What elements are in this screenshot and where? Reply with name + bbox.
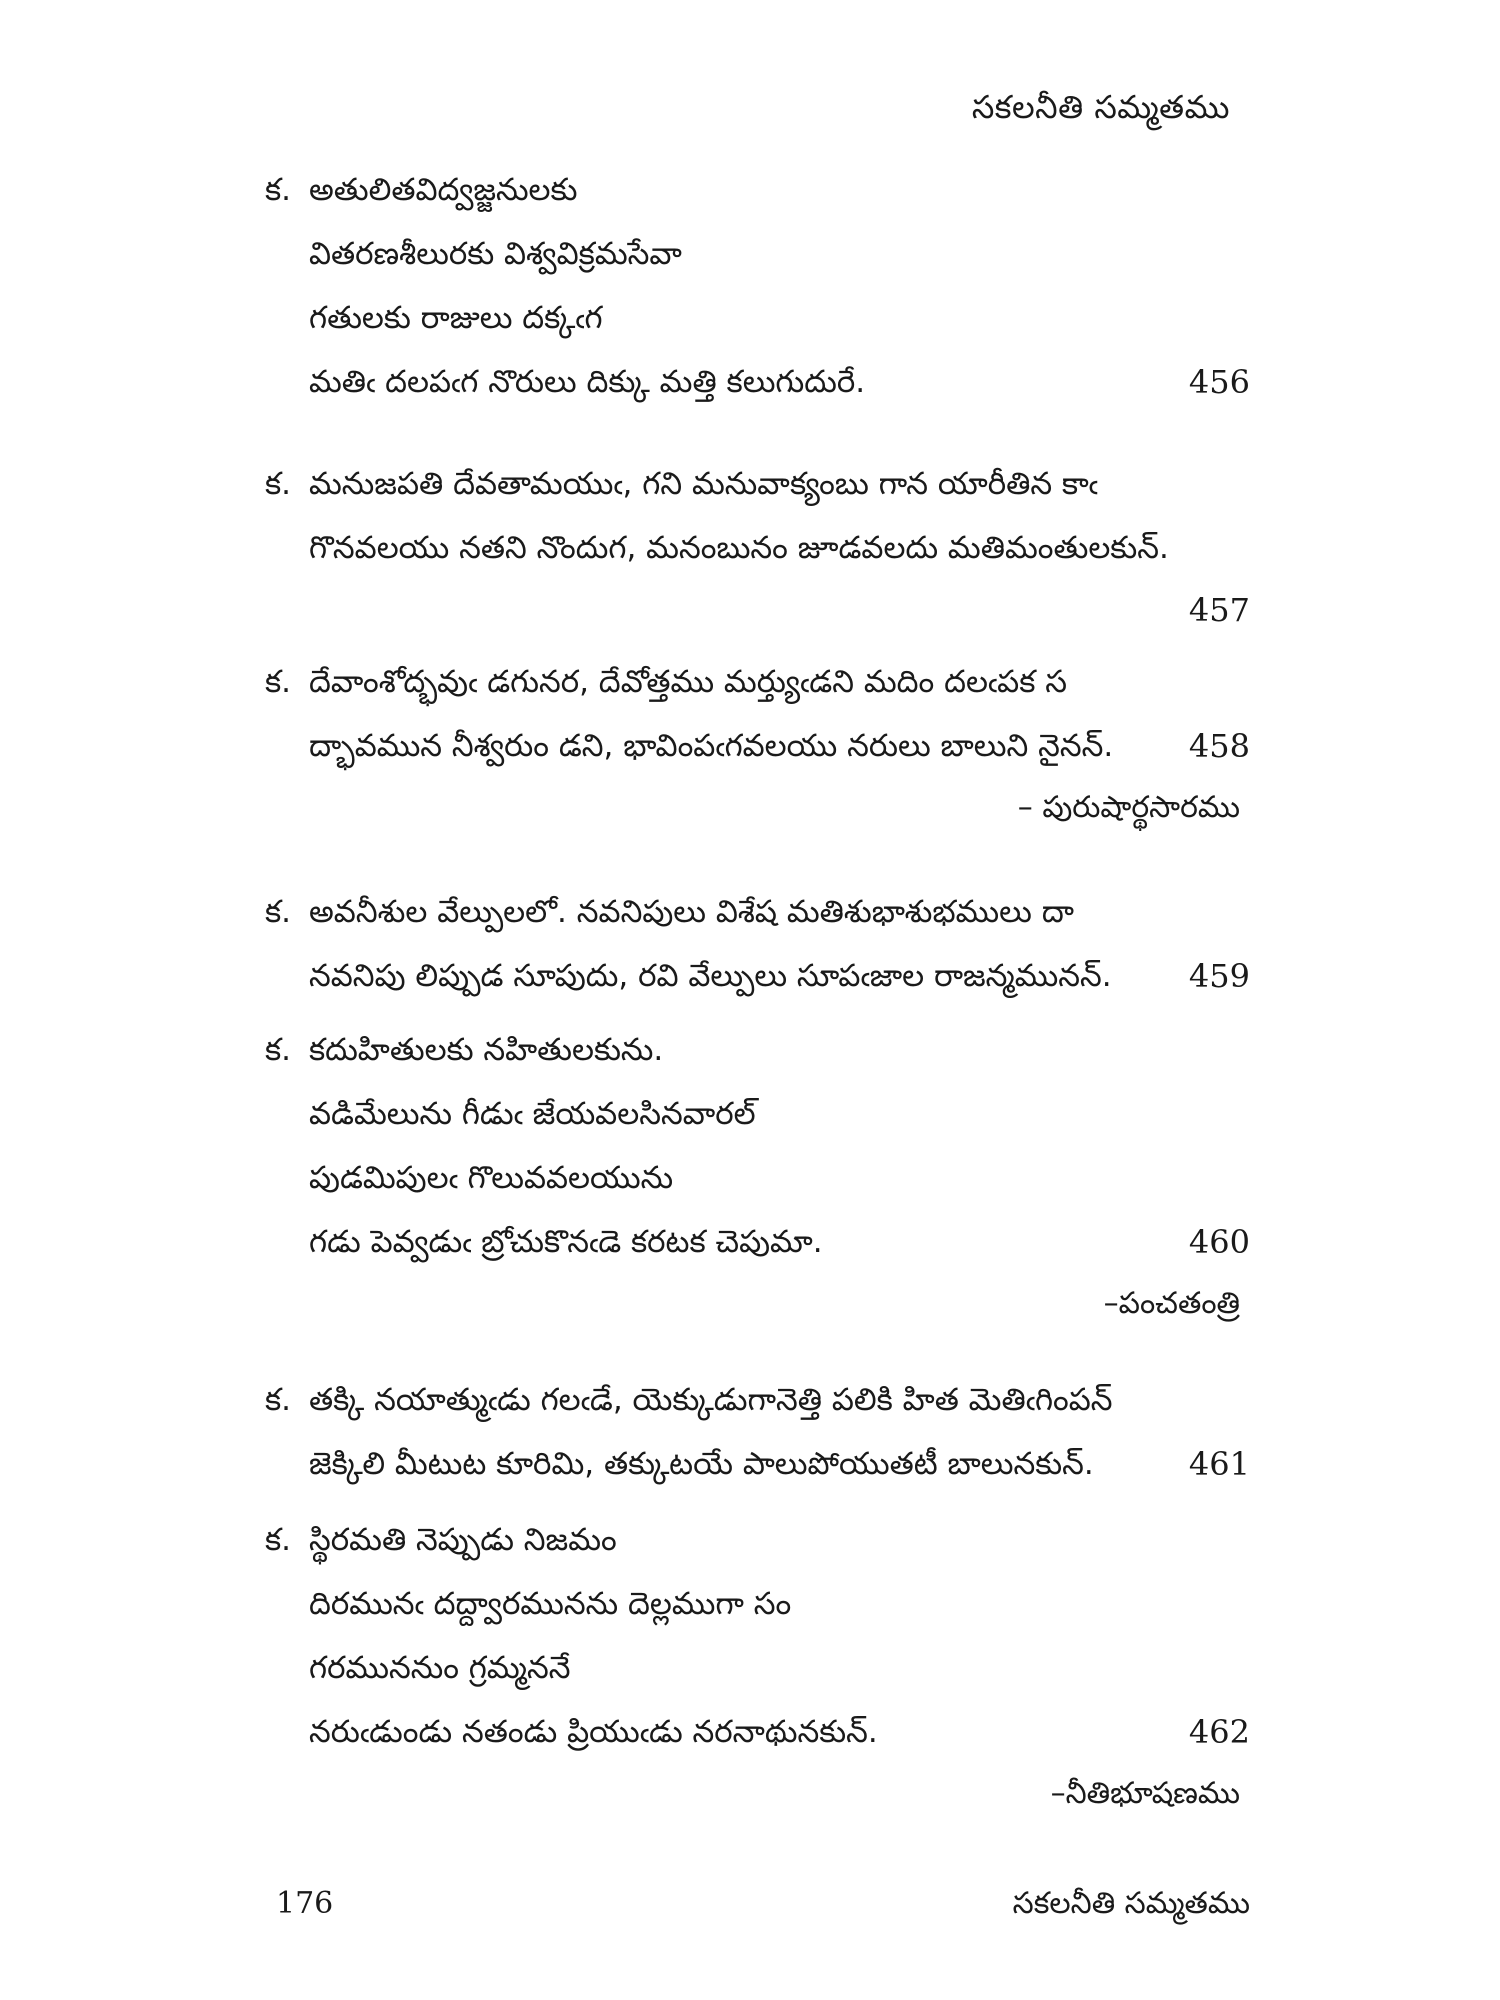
verse-marker: క. (265, 894, 292, 930)
verse-marker: క. (265, 1522, 292, 1558)
verse-462 (265, 1508, 1250, 1824)
verse-460 (265, 1018, 1250, 1334)
verse-line (265, 1146, 1250, 1210)
verse-line (265, 1368, 1250, 1432)
verse-text: దేవాంశోద్భవుఁ డగునర, దేవోత్తము మర్త్యుఁడని మదిం దలఁపక స (309, 664, 1068, 700)
verse-text: వితరణశీలురకు విశ్వవిక్రమసేవా (309, 236, 682, 272)
verse-source: –నీతిభూషణము (1050, 1776, 1240, 1811)
verse-text: నరుఁడుండు నతండు ప్రియుఁడు నరనాథునకున్. (309, 1714, 878, 1750)
verse-line (265, 1082, 1250, 1146)
verse-source: –పంచతంత్రి (1103, 1286, 1240, 1321)
verse-text: మనుజపతి దేవతామయుఁ, గని మనువాక్యంబు గాన యారీతిన కాఁ (309, 466, 1098, 502)
verse-text: తక్కి నయాత్ముఁడు గలఁడే, యెక్కుడుగానెత్తి పలికి హిత మెతిఁగింపన్ (309, 1382, 1113, 1418)
verse-number: 457 (1188, 591, 1250, 629)
verse-461 (265, 1368, 1250, 1496)
verse-text: మతిఁ దలపఁగ నొరులు దిక్కు మత్తి కలుగుదురే. (309, 364, 866, 400)
verse-text: పుడమిపులఁ గొలువవలయును (309, 1160, 674, 1196)
verse-text: వడిమేలును గీడుఁ జేయవలసినవారల్ (309, 1096, 756, 1132)
verse-text: గడు పెవ్వడుఁ బ్రోచుకొనఁడె కరటక చెపుమా. (309, 1224, 823, 1260)
verse-marker: క. (265, 466, 292, 502)
verse-marker: క. (265, 1382, 292, 1418)
verse-line (265, 880, 1250, 944)
verse-text: ద్భావమున నీశ్వరుం డని, భావింపఁగవలయు నరులు బాలుని నైనన్. (309, 728, 1114, 764)
verse-line (265, 222, 1250, 286)
verse-457 (265, 452, 1250, 640)
verse-line (265, 714, 1250, 778)
verse-line (265, 1700, 1250, 1764)
verse-text: కదుహితులకు నహితులకును. (309, 1032, 664, 1068)
verse-line (265, 1636, 1250, 1700)
verse-number: 459 (1188, 957, 1250, 995)
verse-marker: క. (265, 664, 292, 700)
verse-text: జెక్కిలి మీటుట కూరిమి, తక్కుటయే పాలుపోయుతటీ బాలునకున్. (309, 1446, 1094, 1482)
verse-line (265, 516, 1250, 580)
verse-text: గరముననుం గ్రమ్మననే (309, 1650, 571, 1686)
verse-source: – పురుషార్థసారము (1017, 790, 1240, 825)
verse-number: 460 (1188, 1223, 1250, 1261)
verse-text: నవనిపు లిప్పుడ సూపుదు, రవి వేల్పులు సూపఁజాల రాజన్మమునన్. (309, 958, 1112, 994)
verse-text: దిరమునఁ దద్ద్వారమునను దెల్లముగా సం (309, 1586, 792, 1622)
verse-number: 462 (1188, 1713, 1250, 1751)
verse-line (265, 1432, 1250, 1496)
verse-number: 456 (1188, 363, 1250, 401)
verse-marker: క. (265, 1032, 292, 1068)
page-number: 176 (276, 1886, 334, 1921)
verse-line (265, 1018, 1250, 1082)
verse-text: అతులితవిద్వజ్జనులకు (309, 172, 578, 208)
verse-number: 458 (1188, 727, 1250, 765)
verse-line (265, 1210, 1250, 1274)
verse-456 (265, 158, 1250, 414)
verse-line (265, 350, 1250, 414)
verse-line (265, 286, 1250, 350)
verse-458 (265, 650, 1250, 838)
verse-line (265, 650, 1250, 714)
verse-text: స్థిరమతి నెప్పుడు నిజమం (309, 1522, 617, 1558)
verse-number: 461 (1188, 1445, 1250, 1483)
verse-text: గొనవలయు నతని నొందుగ, మనంబునం జూడవలదు మతిమంతులకున్. (309, 530, 1169, 566)
running-footer: సకలనీతి సమ్మతము (1012, 1886, 1250, 1921)
verse-459 (265, 880, 1250, 1008)
verse-line (265, 1572, 1250, 1636)
running-header: సకలనీతి సమ్మతము (971, 88, 1230, 126)
verse-line (265, 1508, 1250, 1572)
verse-marker: క. (265, 172, 292, 208)
verse-text: అవనీశుల వేల్పులలో. నవనిపులు విశేష మతిశుభాశుభములు దా (309, 894, 1074, 930)
verse-line (265, 944, 1250, 1008)
verse-text: గతులకు రాజులు దక్కఁగ (309, 300, 603, 336)
verse-line (265, 452, 1250, 516)
verse-line (265, 158, 1250, 222)
